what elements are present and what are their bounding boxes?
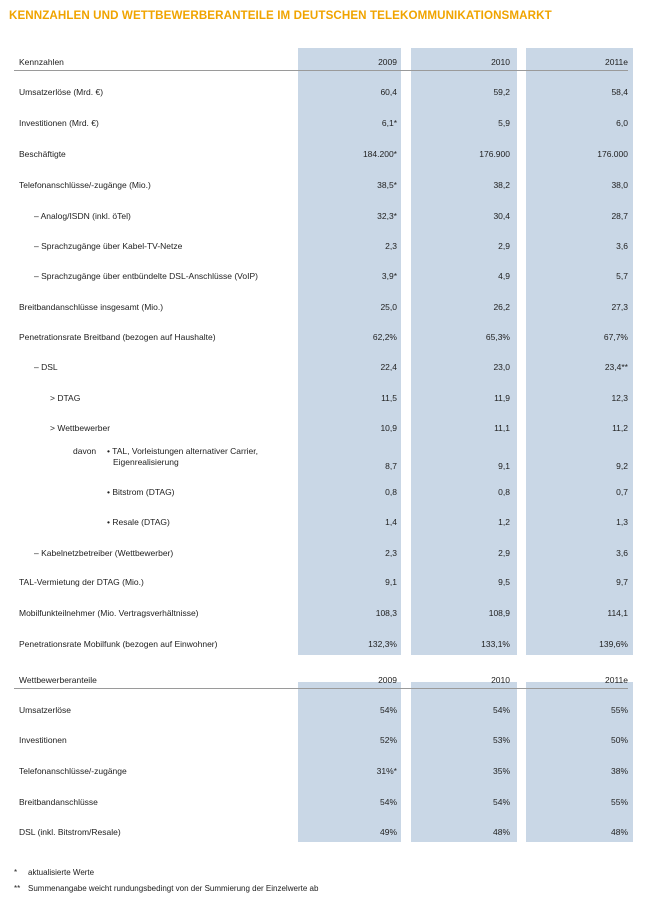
header-year-2010: 2010 xyxy=(491,675,510,685)
footnote-updated-values xyxy=(14,868,94,877)
value-2011e: 3,6 xyxy=(616,548,628,558)
value-2009: 11,5 xyxy=(381,393,397,403)
value-2010: 2,9 xyxy=(498,548,510,558)
table-row xyxy=(0,210,650,224)
table-row xyxy=(0,826,650,840)
table-row xyxy=(0,704,650,718)
value-2009: 0,8 xyxy=(385,487,397,497)
row-label: • Resale (DTAG) xyxy=(107,517,170,527)
value-2009: 49% xyxy=(379,827,397,837)
row-label: Umsatzerlöse xyxy=(19,705,71,715)
table-row xyxy=(0,638,650,652)
row-label: > Wettbewerber xyxy=(50,423,111,433)
header-rule xyxy=(14,70,628,71)
value-2011e: 3,6 xyxy=(616,241,628,251)
value-2009: 62,2% xyxy=(372,332,397,342)
table-row xyxy=(0,607,650,621)
value-2011e: 28,7 xyxy=(611,211,628,221)
column-shading-2009 xyxy=(298,48,401,655)
value-2010: 65,3% xyxy=(485,332,510,342)
column-shading-2011e xyxy=(526,48,633,655)
value-2011e: 55% xyxy=(610,705,628,715)
value-2011e: 23,4** xyxy=(604,362,628,372)
value-2009: 9,1 xyxy=(385,577,397,587)
table-row xyxy=(0,765,650,779)
value-2009: 108,3 xyxy=(375,608,397,618)
value-2010: 0,8 xyxy=(498,487,510,497)
table-row xyxy=(0,86,650,100)
value-2010: 53% xyxy=(492,735,510,745)
footnote-rounding xyxy=(14,884,318,893)
value-2011e: 6,0 xyxy=(616,118,628,128)
value-2010: 4,9 xyxy=(498,271,510,281)
header-year-2010: 2010 xyxy=(491,57,510,67)
row-label: Breitbandanschlüsse insgesamt (Mio.) xyxy=(19,302,164,312)
header-label: Wettbewerberanteile xyxy=(19,675,97,685)
value-2009: 6,1* xyxy=(381,118,397,128)
table-row xyxy=(0,148,650,162)
value-2010: 26,2 xyxy=(493,302,510,312)
value-2011e: 9,2 xyxy=(616,461,628,471)
value-2009: 25,0 xyxy=(380,302,397,312)
value-2010: 1,2 xyxy=(498,517,510,527)
value-2011e: 11,2 xyxy=(612,423,628,433)
row-label: Investitionen xyxy=(19,735,67,745)
header-year-2011e: 2011e xyxy=(604,57,628,67)
row-label: • TAL, Vorleistungen alternativer Carrier, xyxy=(107,446,259,456)
page-title: KENNZAHLEN UND WETTBEWERBERANTEILE IM DEUTSCHEN TELEKOMMUNIKATIONSMARKT xyxy=(9,9,552,22)
row-label: – DSL xyxy=(34,362,58,372)
row-label: – Kabelnetzbetreiber (Wettbewerber) xyxy=(34,548,174,558)
value-2009: 54% xyxy=(379,797,397,807)
value-2009: 38,5* xyxy=(377,180,397,190)
table-row xyxy=(0,240,650,254)
value-2009: 3,9* xyxy=(381,271,397,281)
row-label: Penetrationsrate Breitband (bezogen auf Haushalte) xyxy=(19,332,216,342)
table-row xyxy=(0,179,650,193)
value-2010: 30,4 xyxy=(493,211,510,221)
row-label: TAL-Vermietung der DTAG (Mio.) xyxy=(19,577,144,587)
footnote-text: aktualisierte Werte xyxy=(28,868,95,877)
value-2010: 5,9 xyxy=(498,118,510,128)
value-2009: 54% xyxy=(379,705,397,715)
value-2009: 132,3% xyxy=(368,639,397,649)
value-2009: 2,3 xyxy=(385,548,397,558)
value-2010: 11,9 xyxy=(494,393,510,403)
table-row xyxy=(0,422,650,436)
value-2011e: 0,7 xyxy=(616,487,628,497)
value-2011e: 1,3 xyxy=(616,517,628,527)
table-row xyxy=(0,516,650,530)
value-2011e: 55% xyxy=(610,797,628,807)
value-2010: 23,0 xyxy=(493,362,510,372)
row-label: Telefonanschlüsse/-zugänge xyxy=(19,766,127,776)
value-2011e: 38% xyxy=(610,766,628,776)
row-prefix: davon xyxy=(73,446,97,456)
row-label: Investitionen (Mrd. €) xyxy=(19,118,99,128)
value-2011e: 48% xyxy=(610,827,628,837)
value-2011e: 5,7 xyxy=(616,271,628,281)
header-year-2009: 2009 xyxy=(378,675,397,685)
footnote-text: Summenangabe weicht rundungsbedingt von der Summierung der Einzelwerte ab xyxy=(28,884,319,893)
value-2011e: 58,4 xyxy=(611,87,628,97)
table-header xyxy=(0,674,650,688)
row-label: > DTAG xyxy=(50,393,81,403)
row-label: – Sprachzugänge über Kabel-TV-Netze xyxy=(34,241,183,251)
row-label: – Analog/ISDN (inkl. öTel) xyxy=(34,211,131,221)
value-2009: 32,3* xyxy=(377,211,397,221)
value-2011e: 67,7% xyxy=(603,332,628,342)
table-row xyxy=(0,486,650,500)
table-row xyxy=(0,301,650,315)
row-label: Telefonanschlüsse/-zugänge (Mio.) xyxy=(19,180,151,190)
value-2009: 1,4 xyxy=(385,517,397,527)
row-label-continued: Eigenrealisierung xyxy=(113,457,179,467)
value-2010: 11,1 xyxy=(494,423,510,433)
header-label: Kennzahlen xyxy=(19,57,64,67)
value-2010: 133,1% xyxy=(481,639,510,649)
table-row xyxy=(0,796,650,810)
value-2009: 2,3 xyxy=(385,241,397,251)
value-2009: 31%* xyxy=(376,766,397,776)
value-2009: 8,7 xyxy=(385,461,397,471)
value-2010: 176.900 xyxy=(479,149,510,159)
value-2010: 59,2 xyxy=(493,87,510,97)
row-label: Umsatzerlöse (Mrd. €) xyxy=(19,87,104,97)
value-2010: 108,9 xyxy=(488,608,510,618)
value-2009: 52% xyxy=(379,735,397,745)
table-row xyxy=(0,392,650,406)
value-2011e: 176.000 xyxy=(597,149,628,159)
row-label: – Sprachzugänge über entbündelte DSL-Anschlüsse (VoIP) xyxy=(34,271,258,281)
table-row xyxy=(0,446,650,472)
value-2010: 54% xyxy=(492,705,510,715)
value-2011e: 12,3 xyxy=(611,393,628,403)
table-header xyxy=(0,56,650,70)
column-shading-2010 xyxy=(411,48,517,655)
value-2009: 60,4 xyxy=(380,87,397,97)
value-2009: 22,4 xyxy=(380,362,397,372)
table-row xyxy=(0,361,650,375)
table-row xyxy=(0,734,650,748)
row-label: DSL (inkl. Bitstrom/Resale) xyxy=(19,827,121,837)
value-2010: 2,9 xyxy=(498,241,510,251)
row-label: Penetrationsrate Mobilfunk (bezogen auf Einwohner) xyxy=(19,639,218,649)
value-2010: 9,1 xyxy=(498,461,510,471)
value-2010: 9,5 xyxy=(498,577,510,587)
row-label: Breitbandanschlüsse xyxy=(19,797,98,807)
row-label: Mobilfunkteilnehmer (Mio. Vertragsverhältnisse) xyxy=(19,608,199,618)
footnote-mark: ** xyxy=(14,884,21,893)
value-2011e: 38,0 xyxy=(611,180,628,190)
header-year-2009: 2009 xyxy=(378,57,397,67)
value-2009: 184.200* xyxy=(362,149,397,159)
row-label: • Bitstrom (DTAG) xyxy=(107,487,175,497)
table-row xyxy=(0,547,650,561)
header-rule xyxy=(14,688,628,689)
value-2010: 35% xyxy=(492,766,510,776)
value-2011e: 9,7 xyxy=(616,577,628,587)
table-row xyxy=(0,331,650,345)
value-2011e: 27,3 xyxy=(611,302,628,312)
table-row xyxy=(0,270,650,284)
value-2010: 48% xyxy=(492,827,510,837)
value-2009: 10,9 xyxy=(380,423,397,433)
header-year-2011e: 2011e xyxy=(604,675,628,685)
table-row xyxy=(0,117,650,131)
value-2011e: 114,1 xyxy=(607,608,628,618)
value-2010: 38,2 xyxy=(493,180,510,190)
table-row xyxy=(0,576,650,590)
footnote-mark: * xyxy=(14,868,18,877)
row-label: Beschäftigte xyxy=(19,149,66,159)
value-2011e: 50% xyxy=(610,735,628,745)
value-2010: 54% xyxy=(492,797,510,807)
value-2011e: 139,6% xyxy=(599,639,628,649)
